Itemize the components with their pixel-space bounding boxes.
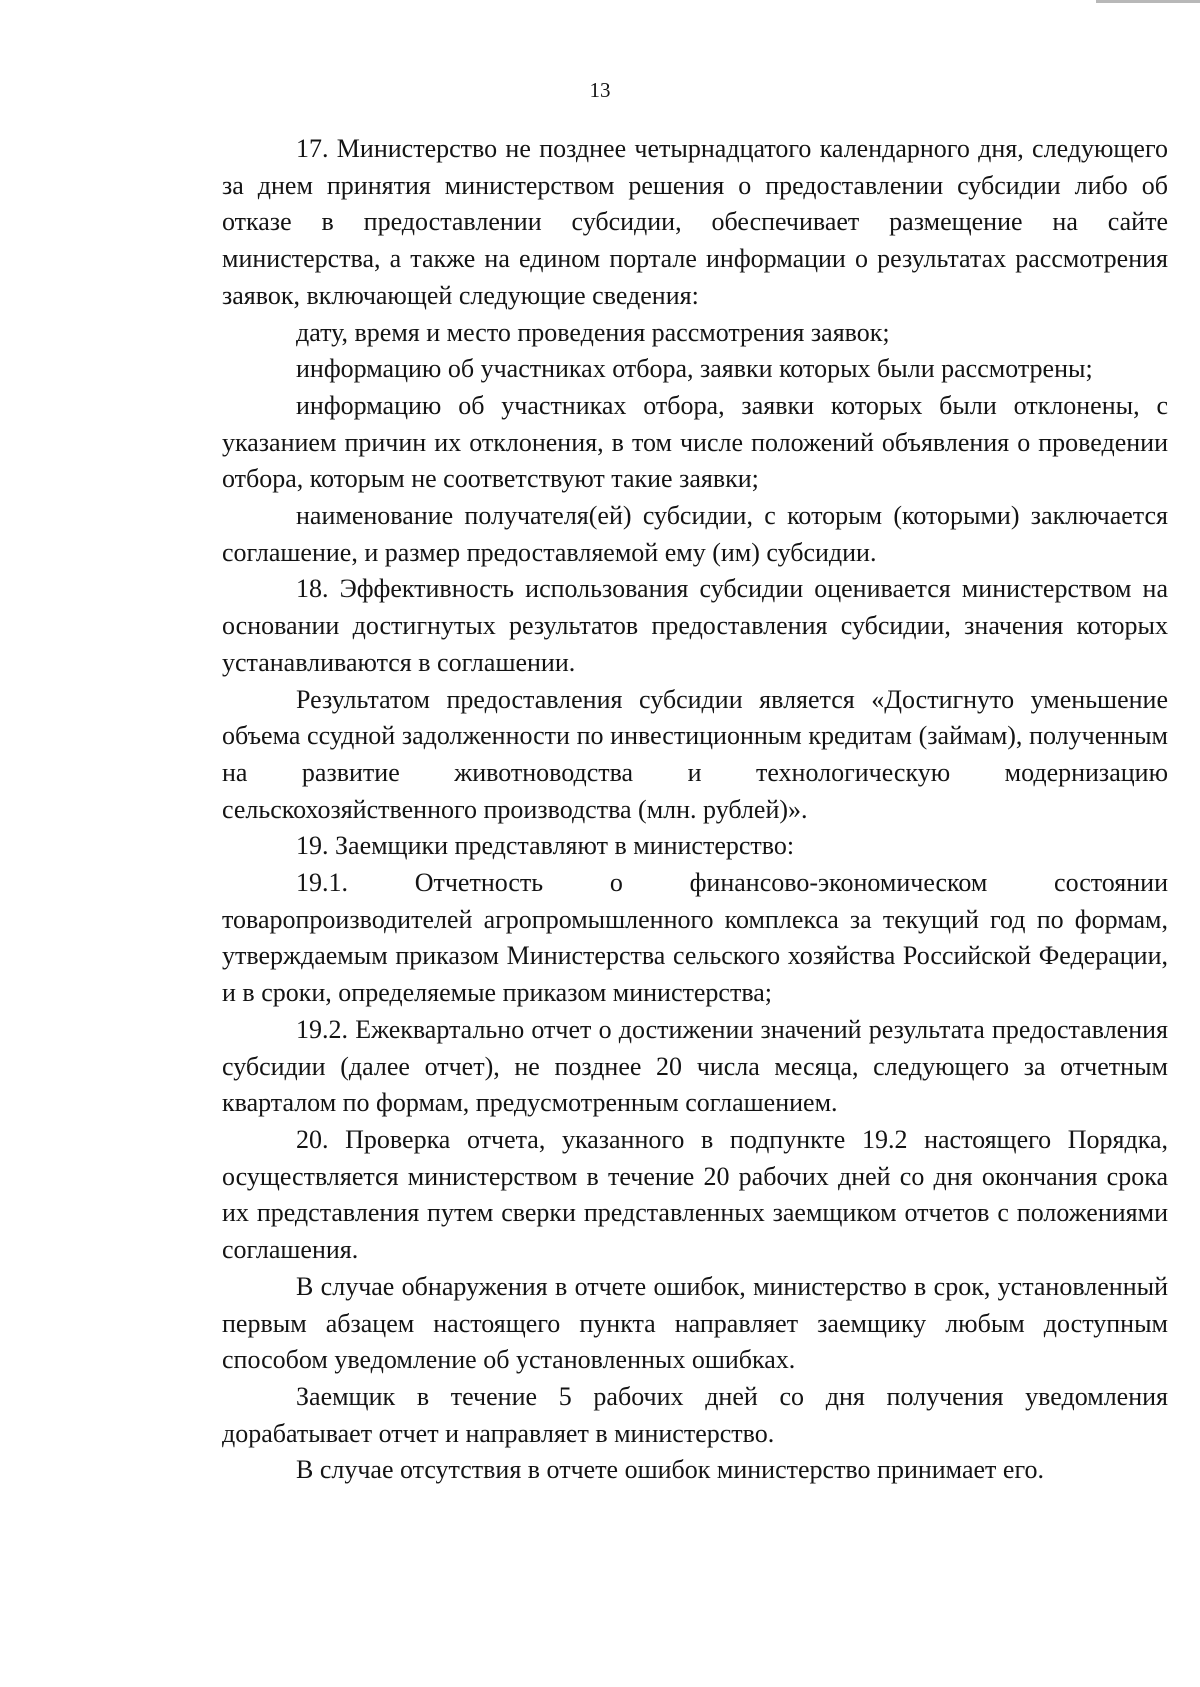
scan-edge-mark — [1096, 0, 1200, 3]
paragraph-17-intro: 17. Министерство не позднее четырнадцатого календарного дня, следующего за днем принятия министерством решения о предоставлении субсидии либо об отказе в предоставлении субсидии, обеспечивает размещение на сайте министерства, а также на едином портале информации о результатах рассмотрения заявок, включающей следующие сведения: — [222, 134, 1168, 310]
page-number: 13 — [589, 78, 611, 102]
paragraph-19-intro: 19. Заемщики представляют в министерство: — [296, 831, 795, 861]
paragraph-result: Результатом предоставления субсидии является «Достигнуто уменьшение объема ссудной задолженности по инвестиционным кредитам (займам), полученным на развитие животноводства и технологическую модернизацию сельскохозяйственного производства (млн. рублей)». — [222, 684, 1168, 824]
paragraph-participants-rejected: информацию об участниках отбора, заявки которых были отклонены, с указанием причин их отклонения, в том числе положений объявления о проведении отбора, которым не соответствуют такие заявки; — [222, 390, 1168, 494]
paragraph-date-time-place: дату, время и место проведения рассмотрения заявок; — [296, 317, 890, 347]
paragraph-20-check: 20. Проверка отчета, указанного в подпункте 19.2 настоящего Порядка, осуществляется министерством в течение 20 рабочих дней со дня окончания срока их представления путем сверки представленных заемщиком отчетов с положениями соглашения. — [222, 1124, 1168, 1265]
paragraph-19-2: 19.2. Ежеквартально отчет о достижении значений результата предоставления субсидии (далее отчет), не позднее 20 числа месяца, следующего за отчетным кварталом по формам, предусмотренным соглашением. — [222, 1014, 1168, 1118]
paragraph-participants-reviewed: информацию об участниках отбора, заявки которых были рассмотрены; — [296, 354, 1093, 384]
paragraph-no-errors: В случае отсутствия в отчете ошибок министерство принимает его. — [296, 1455, 1044, 1485]
document-body — [222, 131, 1168, 1489]
paragraph-borrower-revises: Заемщик в течение 5 рабочих дней со дня получения уведомления дорабатывает отчет и направляет в министерство. — [222, 1381, 1168, 1448]
paragraph-recipient-name: наименование получателя(ей) субсидии, с которым (которыми) заключается соглашение, и размер предоставляемой ему (им) субсидии. — [222, 501, 1168, 567]
paragraph-19-1: 19.1. Отчетность о финансово-экономическом состоянии товаропроизводителей агропромышленного комплекса за текущий год по формам, утверждаемым приказом Министерства сельского хозяйства Российской Федерации, и в сроки, определяемые приказом министерства; — [222, 868, 1168, 1008]
paragraph-18-efficiency: 18. Эффективность использования субсидии оценивается министерством на основании достигнутых результатов предоставления субсидии, значения которых устанавливаются в соглашении. — [222, 574, 1168, 677]
paragraph-errors-found: В случае обнаружения в отчете ошибок, министерство в срок, установленный первым абзацем настоящего пункта направляет заемщику любым доступным способом уведомление об установленных ошибках. — [222, 1271, 1168, 1375]
